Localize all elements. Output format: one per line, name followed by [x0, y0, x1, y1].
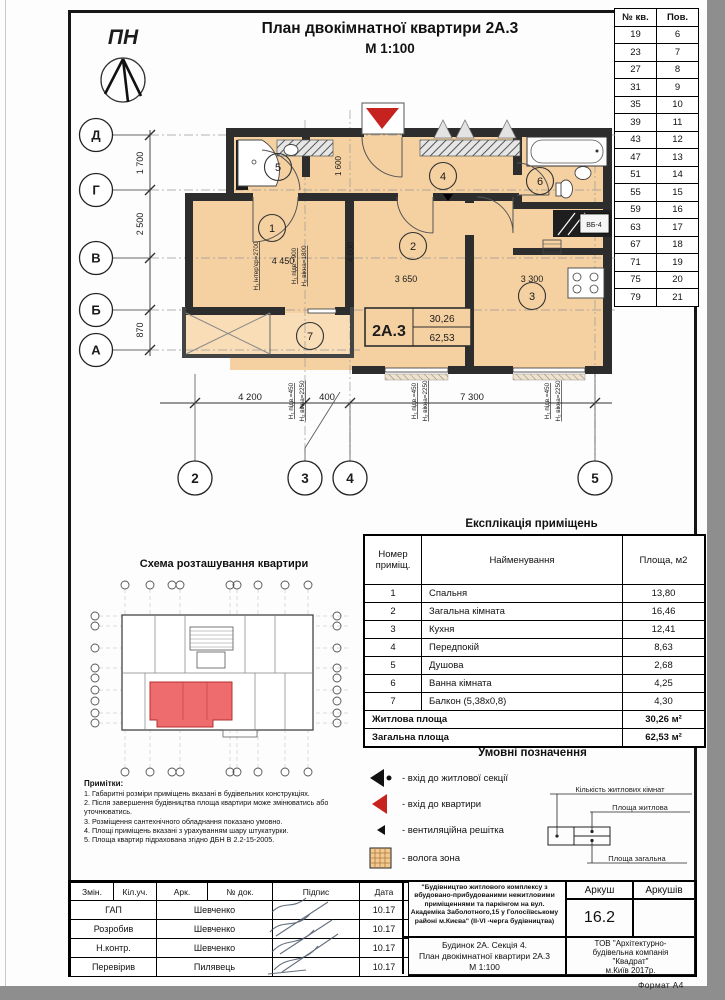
legend-diagram [532, 783, 702, 873]
svg-text:Кількість житлових кімнат: Кількість житлових кімнат [575, 785, 665, 794]
explication-table [363, 534, 706, 748]
svg-text:6: 6 [536, 176, 544, 188]
signature-row: ГАП Шевченко 10.17 [71, 901, 409, 920]
drawing-title: Будинок 2А. Секція 4. План двокімнатної квартири 2А.3 М 1:100 [402, 938, 565, 974]
apartment-label: 2А.3 [372, 323, 406, 340]
table-header-row: Номер приміщ. Найменування Площа, м2 [364, 535, 705, 585]
table-row: 5 Душова 2,68 [364, 657, 705, 675]
legend-item-vent-grille: - вентиляційна решітка [368, 817, 568, 843]
note-line: 1. Габаритні розміри приміщень вказані в будівельних конструкціях. [84, 789, 310, 798]
explication [363, 534, 706, 748]
svg-text:Площа житлова: Площа житлова [612, 803, 668, 812]
table-header-row: Змін. Кіл.уч. Арк. № док. Підпис Дата [71, 883, 409, 901]
svg-text:4: 4 [439, 171, 447, 183]
note-line: 3. Розміщення сантехнічного обладнання показано умовно. [84, 816, 283, 826]
format-label: Формат А4 [638, 980, 684, 990]
scan-edge-line [5, 0, 6, 986]
sheets-label: Аркушів [632, 882, 694, 900]
svg-text:5: 5 [274, 162, 282, 174]
svg-text:Н₂ вікна=1800: Н₂ вікна=1800 [301, 245, 308, 287]
svg-text:Н₁ підв.=450: Н₁ підв.=450 [544, 382, 551, 420]
toilet [556, 180, 573, 198]
svg-text:А: А [91, 342, 101, 358]
apartment-entry-arrow-icon [368, 793, 394, 815]
svg-text:Д: Д [91, 127, 101, 143]
section-entry-arrow-icon [368, 767, 394, 789]
table-row: 6 Ванна кімната 4,25 [364, 675, 705, 693]
svg-text:4: 4 [346, 471, 354, 486]
svg-text:Н₁ підв.=450: Н₁ підв.=450 [288, 382, 295, 420]
svg-text:4 600: 4 600 [346, 241, 355, 263]
note-line: 2. Після завершення будівництва площа квартири може змінюватись або уточнюватись. [84, 798, 329, 817]
svg-text:1: 1 [268, 223, 276, 235]
svg-text:3: 3 [528, 291, 536, 303]
north-label: ПН [107, 26, 139, 49]
summary-row: Житлова площа 30,26 м² [364, 711, 705, 729]
signature-row: Перевірив Пилявець 10.17 [71, 958, 409, 977]
svg-text:400: 400 [319, 392, 335, 403]
svg-text:7 300: 7 300 [460, 392, 484, 403]
svg-text:Н₁ підв.=450: Н₁ підв.=450 [411, 382, 418, 420]
apartment-floor-table: № кв. Пов. 19 6 23 7 27 8 31 9 35 10 39 11 43 12 47 13 51 14 55 15 59 16 63 17 67 18 71 19 75 20 79 21 [614, 8, 699, 307]
signature-scribbles [266, 896, 366, 976]
floor-plan [68, 78, 620, 510]
svg-text:Н₂ вікна=2250: Н₂ вікна=2250 [555, 380, 562, 422]
svg-text:2: 2 [409, 241, 417, 253]
title-block [68, 880, 697, 977]
vent-grille-icon [368, 819, 394, 841]
svg-text:Б: Б [91, 302, 101, 318]
svg-text:870: 870 [135, 322, 145, 338]
signature-row: Н.контр. Шевченко 10.17 [71, 939, 409, 958]
legend-item-section-entry: - вхід до житлової секції [368, 765, 568, 791]
svg-text:4 200: 4 200 [238, 392, 262, 403]
company-name: ТОВ "Архітектурно- будівельна компанія "Квадрат" м.Київ 2017р. [565, 938, 694, 974]
apartment-entry-arrow [362, 103, 404, 134]
signature-row: Розробив Шевченко 10.17 [71, 920, 409, 939]
total-area-value: 62,53 [429, 333, 455, 344]
bottom-axis-bubbles [178, 461, 612, 495]
svg-text:1 600: 1 600 [334, 155, 343, 177]
svg-text:3 300: 3 300 [520, 274, 544, 284]
legend-item-wet-zone: - волога зона [368, 843, 568, 873]
svg-text:Н₂ вікна=2250: Н₂ вікна=2250 [299, 380, 306, 422]
notes [84, 779, 356, 844]
table-row: 1 Спальня 13,80 [364, 585, 705, 603]
svg-text:Н₁ підв.=900: Н₁ підв.=900 [291, 247, 298, 285]
svg-text:Г: Г [92, 182, 100, 198]
svg-text:1 700: 1 700 [135, 151, 145, 175]
apartment-info-box [365, 308, 471, 346]
sheets-count-empty [632, 900, 694, 938]
left-dimension-chain [135, 130, 155, 356]
location-schema [85, 578, 363, 778]
svg-text:3: 3 [301, 471, 309, 486]
svg-text:4 450: 4 450 [271, 256, 295, 266]
sheet-label: Аркуш [565, 882, 632, 900]
sheet-title: План двокімнатної квартири 2А.3 [261, 20, 519, 37]
legend-item-apartment-entry: - вхід до квартири [368, 791, 568, 817]
table-row: 4 Передпокій 8,63 [364, 639, 705, 657]
living-area-value: 30,26 [429, 314, 455, 325]
svg-text:5: 5 [591, 471, 599, 486]
sheet-scale: М 1:100 [365, 41, 415, 56]
explication-title: Експлікація приміщень [465, 518, 598, 530]
svg-text:2 500: 2 500 [135, 212, 145, 236]
summary-row: Загальна площа 62,53 м² [364, 729, 705, 748]
svg-text:2: 2 [191, 471, 199, 486]
legend-title: Умовні позначення [478, 747, 587, 759]
project-description: "Будівництво житлового комплексу з вбудовано-прибудованими нежитловими приміщеннями та паркінгом на вул. Академіка Заболотного,15 у Голосіївському районі м.Києва" (ІІ-VІ -черга будівництва) [402, 882, 565, 938]
table-row: 7 Балкон (5,38х0,8) 4,30 [364, 693, 705, 711]
sheet-number: 16.2 [565, 900, 632, 938]
svg-text:7: 7 [306, 331, 314, 343]
svg-text:Н₁ інтер'єр=2700: Н₁ інтер'єр=2700 [253, 241, 260, 291]
bathtub [527, 137, 607, 166]
stove [568, 268, 604, 298]
note-line: 4. Площі приміщень вказані з урахуванням шару штукатурки. [84, 825, 289, 835]
table-row: 2 Загальна кімната 16,46 [364, 603, 705, 621]
vent-label: ВБ-4 [586, 222, 602, 229]
table-row: 3 Кухня 12,41 [364, 621, 705, 639]
svg-text:Площа загальна: Площа загальна [608, 854, 666, 863]
svg-text:В: В [91, 250, 101, 266]
note-line: 5. Площа квартир підрахована згідно ДБН В 2.2-15-2005. [84, 835, 275, 845]
svg-text:3 650: 3 650 [394, 274, 418, 284]
schema-title: Схема розташування квартири [139, 558, 309, 570]
table-row: № кв. Пов. [615, 9, 699, 27]
svg-text:Н₂ вікна=2250: Н₂ вікна=2250 [422, 380, 429, 422]
notes-title: Примітки: [84, 779, 124, 788]
wet-zone-icon [368, 846, 394, 870]
schema-highlighted-apartment [150, 682, 232, 727]
bathroom-sink [575, 167, 591, 180]
